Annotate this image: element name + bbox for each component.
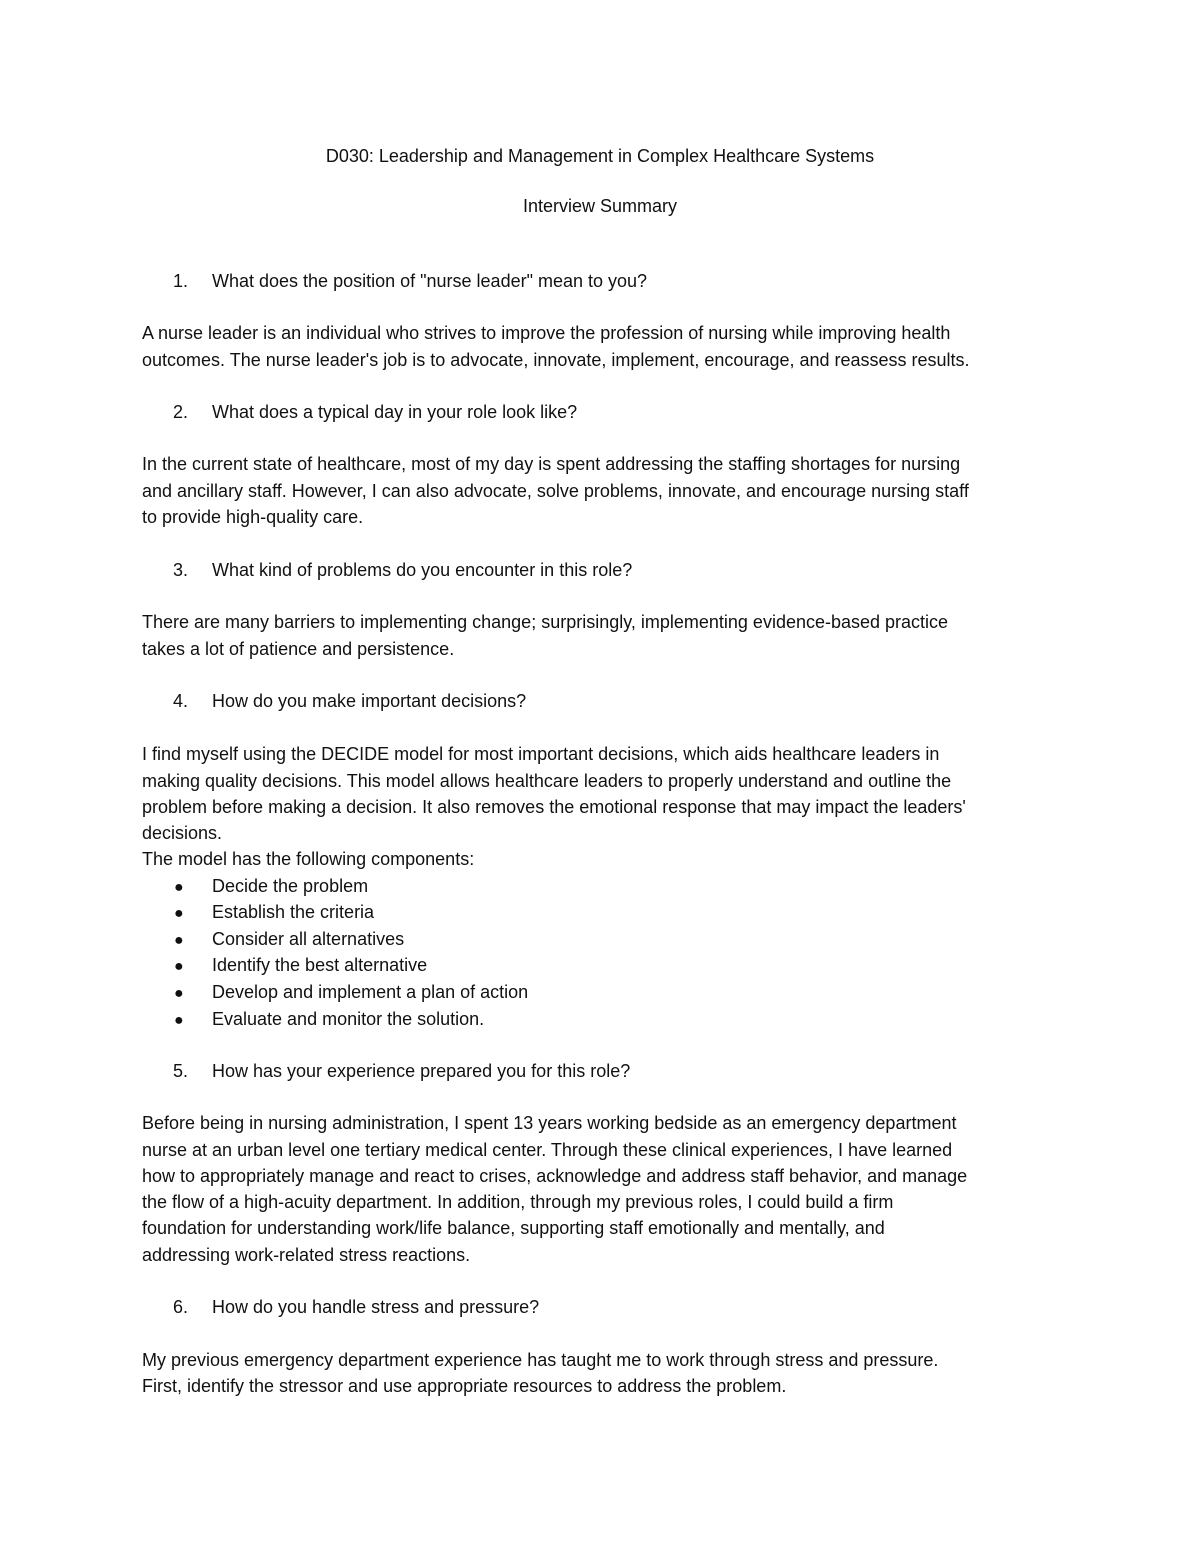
- list-item-text: Develop and implement a plan of action: [212, 982, 529, 1002]
- bullet-icon: ●: [174, 958, 184, 975]
- answer-5-line-1: Before being in nursing administration, I spent 13 years working bedside as an emergency department: [142, 1113, 957, 1133]
- answer-5-line-4: the flow of a high-acuity department. In addition, through my previous roles, I could build a firm: [142, 1192, 894, 1212]
- list-item: [174, 979, 528, 1007]
- answer-2-line-3: to provide high-quality care.: [142, 507, 364, 527]
- question-1: [173, 268, 647, 294]
- answer-5-line-2: nurse at an urban level one tertiary medical center. Through these clinical experiences, I have learned: [142, 1140, 953, 1160]
- list-item-text: Decide the problem: [212, 876, 369, 896]
- question-text: How has your experience prepared you for this role?: [212, 1061, 631, 1081]
- answer-4-line-3: problem before making a decision. It also removes the emotional response that may impact the leaders': [142, 797, 966, 817]
- answer-2-line-2: and ancillary staff. However, I can also advocate, solve problems, innovate, and encourage nursing staff: [142, 481, 969, 501]
- list-item: [174, 1006, 484, 1034]
- list-item: [174, 952, 427, 980]
- list-item: [174, 926, 404, 954]
- question-text: How do you make important decisions?: [212, 691, 527, 711]
- question-4: [173, 688, 526, 714]
- answer-2-line-1: In the current state of healthcare, most of my day is spent addressing the staffing shortages for nursing: [142, 454, 961, 474]
- question-number: 3.: [173, 560, 189, 580]
- list-item: [174, 873, 368, 901]
- answer-6-line-2: First, identify the stressor and use appropriate resources to address the problem.: [142, 1376, 787, 1396]
- document-subtitle: Interview Summary: [522, 196, 678, 216]
- question-3: [173, 557, 632, 583]
- question-text: How do you handle stress and pressure?: [212, 1297, 540, 1317]
- answer-1-line-1: A nurse leader is an individual who strives to improve the profession of nursing while improving health: [142, 323, 951, 343]
- list-item-text: Consider all alternatives: [212, 929, 405, 949]
- question-number: 2.: [173, 402, 189, 422]
- answer-6-line-1: My previous emergency department experience has taught me to work through stress and pressure.: [142, 1350, 939, 1370]
- answer-3-line-1: There are many barriers to implementing change; surprisingly, implementing evidence-based practice: [142, 612, 949, 632]
- question-text: What does the position of "nurse leader" mean to you?: [212, 271, 648, 291]
- answer-3-line-2: takes a lot of patience and persistence.: [142, 639, 455, 659]
- question-text: What does a typical day in your role look like?: [212, 402, 578, 422]
- list-item: [174, 899, 374, 927]
- answer-4-line-4: decisions.: [142, 823, 223, 843]
- question-2: [173, 399, 577, 425]
- list-item-text: Identify the best alternative: [212, 955, 428, 975]
- answer-4-line-5: The model has the following components:: [142, 849, 475, 869]
- bullet-icon: ●: [174, 905, 184, 922]
- question-6: [173, 1294, 539, 1320]
- answer-4-line-2: making quality decisions. This model allows healthcare leaders to properly understand and outline the: [142, 771, 952, 791]
- question-number: 4.: [173, 691, 189, 711]
- answer-5-line-6: addressing work-related stress reactions.: [142, 1245, 471, 1265]
- list-item-text: Evaluate and monitor the solution.: [212, 1009, 485, 1029]
- bullet-icon: ●: [174, 879, 184, 896]
- question-text: What kind of problems do you encounter in this role?: [212, 560, 633, 580]
- question-number: 6.: [173, 1297, 189, 1317]
- question-number: 5.: [173, 1061, 189, 1081]
- bullet-icon: ●: [174, 985, 184, 1002]
- question-number: 1.: [173, 271, 189, 291]
- document-title: D030: Leadership and Management in Complex Healthcare Systems: [325, 146, 875, 166]
- answer-1-line-2: outcomes. The nurse leader's job is to advocate, innovate, implement, encourage, and reassess results.: [142, 350, 970, 370]
- answer-5-line-5: foundation for understanding work/life balance, supporting staff emotionally and mentally, and: [142, 1218, 885, 1238]
- bullet-icon: ●: [174, 932, 184, 949]
- list-item-text: Establish the criteria: [212, 902, 375, 922]
- question-5: [173, 1058, 630, 1084]
- answer-4-line-1: I find myself using the DECIDE model for most important decisions, which aids healthcare leaders in: [142, 744, 940, 764]
- answer-5-line-3: how to appropriately manage and react to crises, acknowledge and address staff behavior, and manage: [142, 1166, 968, 1186]
- bullet-icon: ●: [174, 1012, 184, 1029]
